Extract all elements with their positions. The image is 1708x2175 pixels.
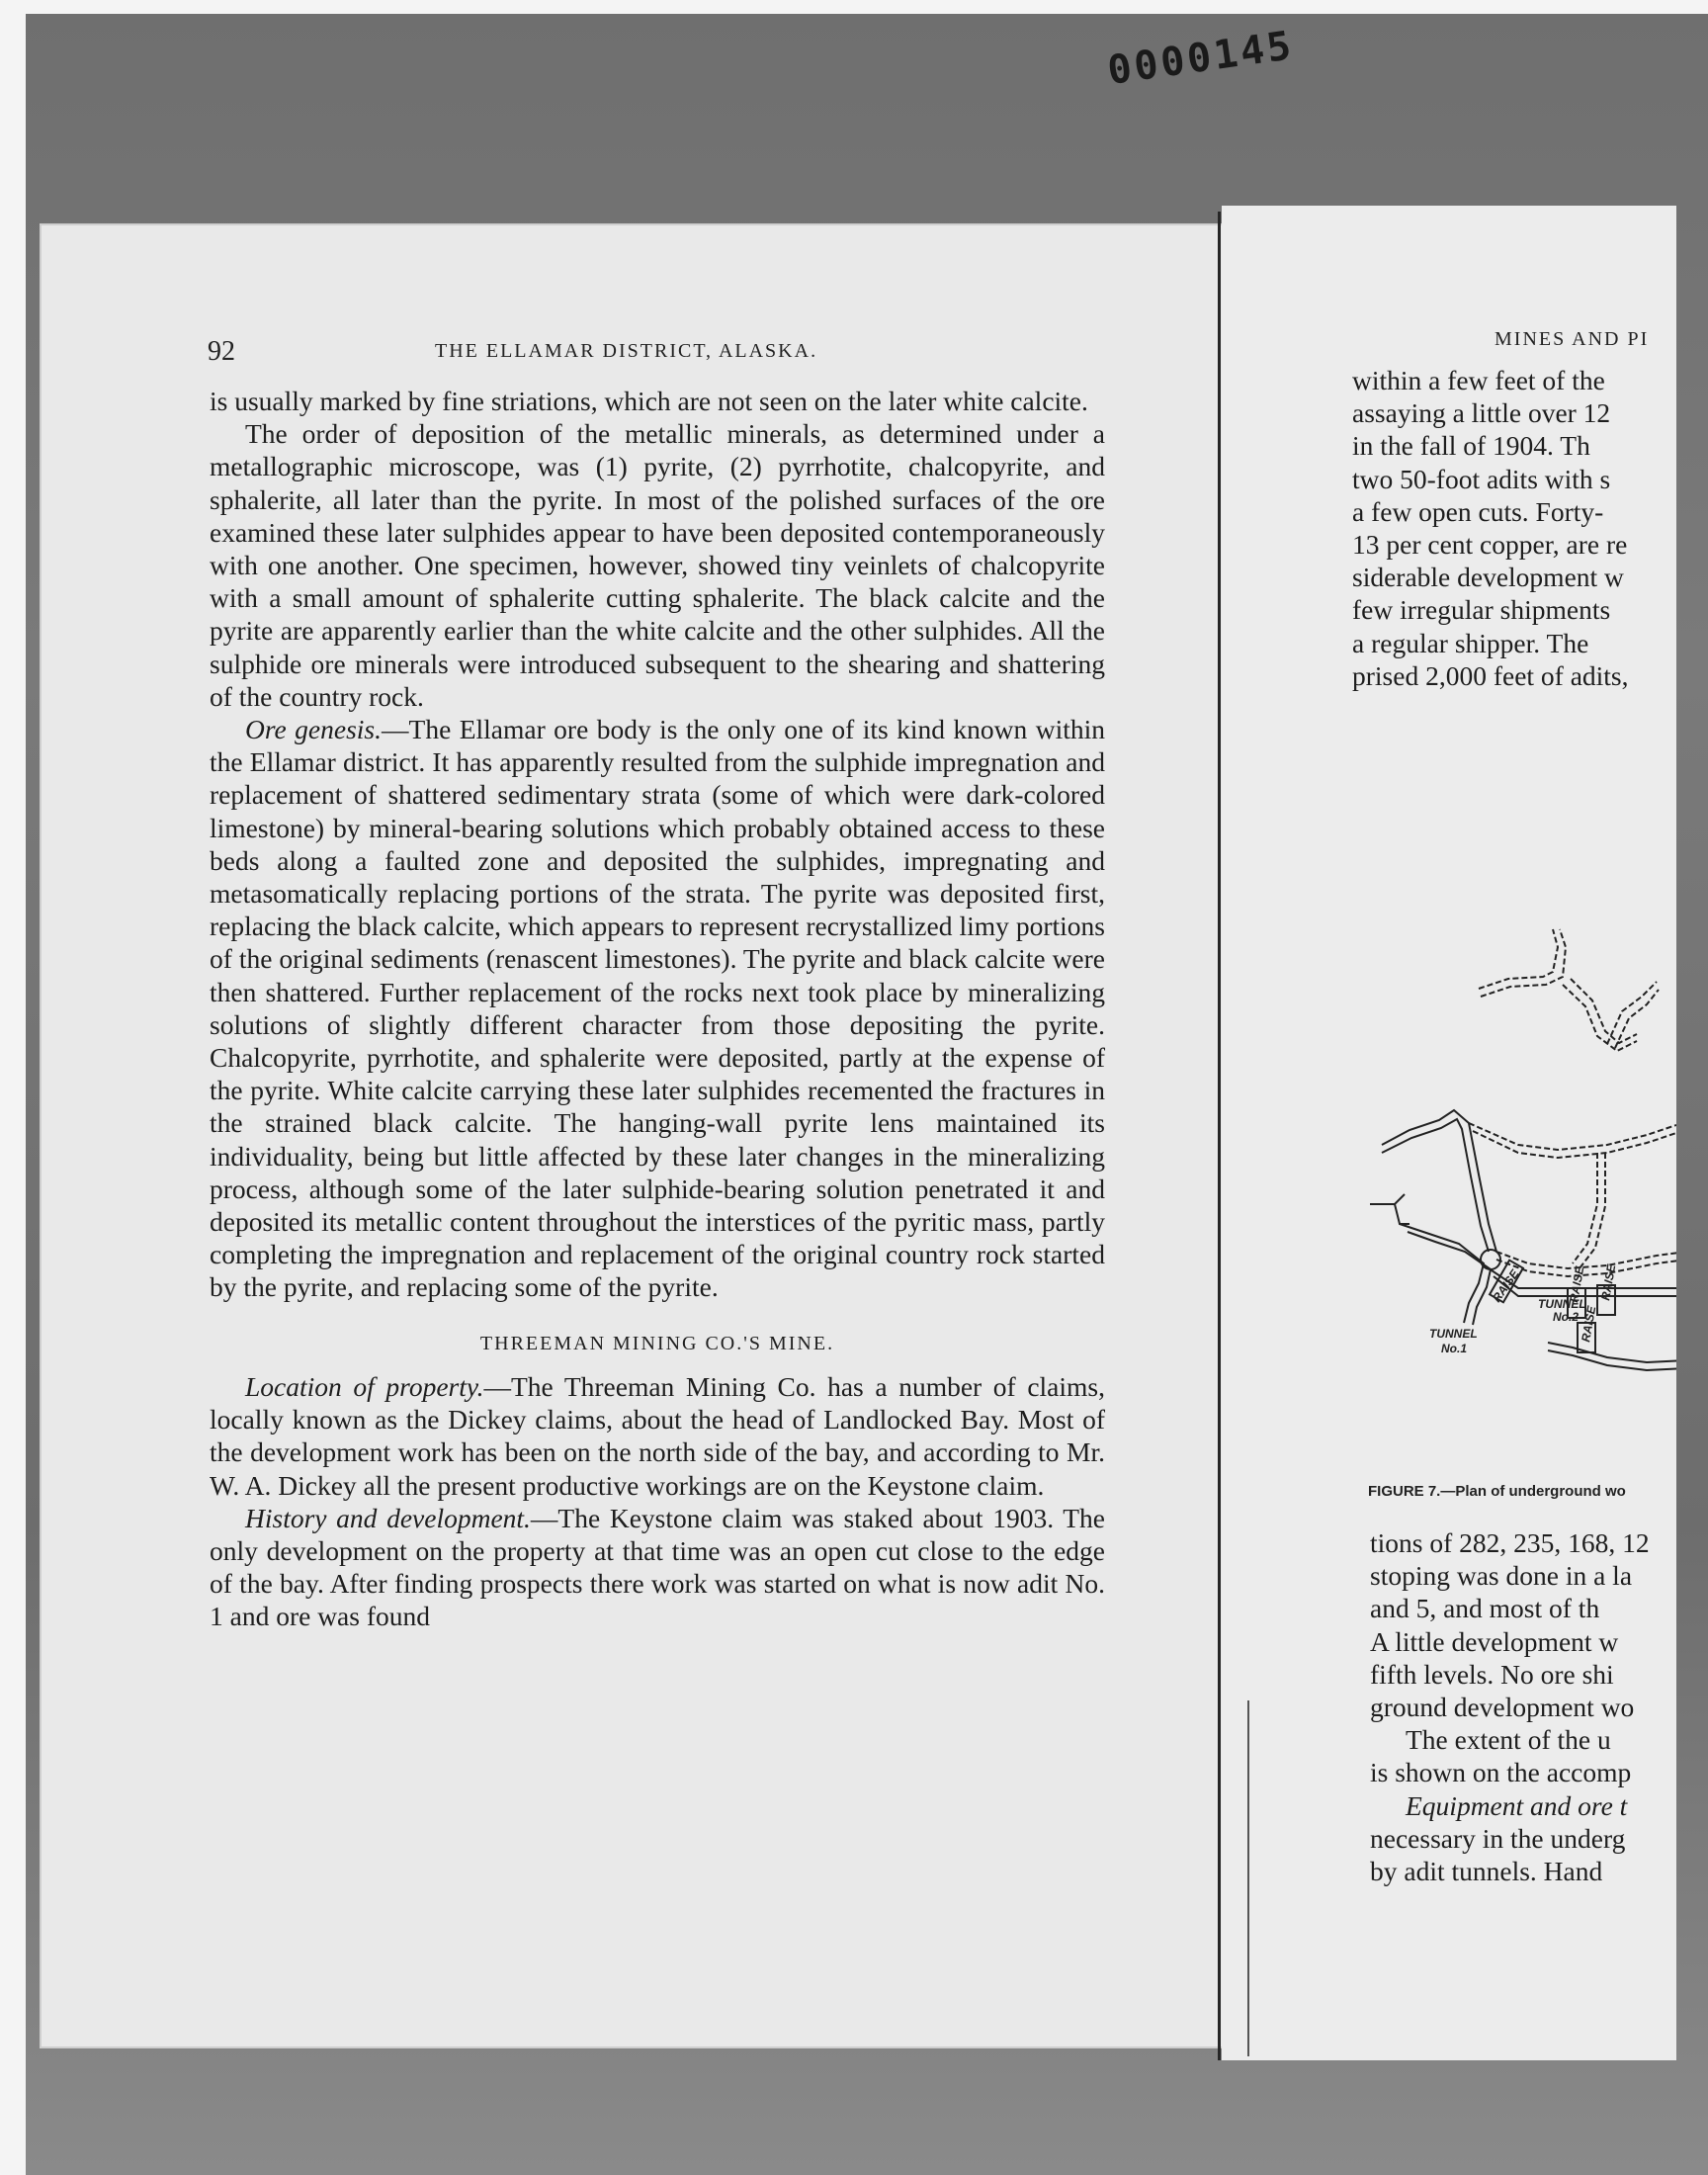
text-line: 13 per cent copper, are re	[1352, 529, 1628, 561]
paragraph-label: Location of property.	[245, 1370, 484, 1402]
paragraph-label: Ore genesis.	[245, 714, 383, 745]
text-line: few irregular shipments	[1352, 594, 1611, 626]
paragraph-label: History and development.	[245, 1502, 531, 1533]
underground-workings-map	[1370, 710, 1676, 1580]
text-line: two 50-foot adits with s	[1352, 463, 1611, 494]
paragraph	[210, 1370, 1105, 1502]
text-line: in the fall of 1904. Th	[1352, 430, 1590, 462]
text-line: ground development wo	[1370, 1692, 1635, 1723]
paragraph-text: —The Keystone claim was staked about 1903. The only development on the property at that time was an open cut close to the edge of the bay. After finding prospects there work was started on what is now adit No. 1 and ore was found	[210, 1502, 1106, 1632]
text-line: The extent of the u	[1406, 1724, 1611, 1756]
text-line: within a few feet of the	[1352, 365, 1605, 395]
left-page-header	[208, 336, 1097, 366]
section-heading: THREEMAN MINING CO.'S MINE.	[479, 1332, 835, 1354]
right-bottom-text	[1370, 1526, 1676, 1887]
text-line: siderable development w	[1352, 562, 1624, 593]
map-label-raise: RAISE	[1489, 1266, 1522, 1305]
text-line: tions of 282, 235, 168, 12	[1370, 1527, 1650, 1558]
text-line: is shown on the accomp	[1370, 1757, 1632, 1788]
paragraph-text: —The Ellamar ore body is the only one of its kind known within the Ellamar district. It has apparently resulted from the sulphide impregnation and replacement of shattered sedimentary strata (some of which were dark-colored limestone) by mineral-bearing solutions which probably obtained access to these beds along a faulted zone and deposited the sulphides, impregnating and metasomatically replacing portions of the strata. The pyrite was deposited first, replacing the black calcite, which appears to represent recrystallized limy portions of the original sediments (renascent limestones). The pyrite and black calcite were then shattered. Further replacement of the rocks next took place by mineralizing solutions of slightly different character from those depositing the pyrite. Chalcopyrite, pyrrhotite, and sphalerite were deposited, partly at the expense of the pyrite. White calcite carrying these later sulphides recemented the fractures in the strained black calcite. The hanging-wall pyrite lens maintained its individuality, being but little affected by these later changes in the mineralizing process, although some of the later sulphide-bearing solution penetrated it and deposited its metallic content throughout the interstices of the pyritic mass, partly completing the impregnation and replacement of the original country rock started by the pyrite, and replacing some of the pyrite.	[210, 714, 1105, 1303]
page-gutter-shadow	[1247, 1700, 1249, 2056]
left-page-body	[210, 385, 1105, 1633]
text-line: a regular shipper. The	[1352, 627, 1589, 658]
paragraph	[210, 1502, 1105, 1633]
paragraph: is usually marked by fine striations, which are not seen on the later white calcite.	[210, 386, 1088, 416]
text-line: stoping was done in a la	[1370, 1560, 1633, 1592]
map-label-tunnel-2: TUNNEL	[1538, 1297, 1586, 1311]
text-line: necessary in the underg	[1370, 1822, 1626, 1854]
text-line: Equipment and ore t	[1406, 1789, 1628, 1821]
text-line: assaying a little over 12	[1352, 397, 1611, 429]
map-label-tunnel-1-no: No.1	[1441, 1342, 1468, 1355]
map-label-raise: RAISE	[1579, 1304, 1599, 1344]
map-label-raise: RAISE	[1598, 1262, 1619, 1302]
text-line: and 5, and most of th	[1370, 1593, 1600, 1624]
right-top-text	[1352, 364, 1676, 692]
text-line: a few open cuts. Forty-	[1352, 495, 1604, 527]
paragraph: The order of deposition of the metallic minerals, as determined under a metallographic microscope, was (1) pyrite, (2) pyrrhotite, chalcopyrite, and sphalerite, all later than the pyrite. In most of the polished surfaces of the ore examined these later sulphides appear to have been deposited contemporaneously with one another. One specimen, however, showed tiny veinlets of chalcopyrite with a small amount of sphalerite cutting sphalerite. The black calcite and the pyrite are apparently earlier than the white calcite and the other sulphides. All the sulphide ore minerals were introduced subsequent to the shearing and shattering of the country rock.	[210, 418, 1105, 712]
figure-caption: FIGURE 7.—Plan of underground wo	[1368, 1483, 1626, 1500]
paragraph	[210, 713, 1105, 1304]
paragraph-text: —The Threeman Mining Co. has a number of claims, locally known as the Dickey claims, about the head of Landlocked Bay. Most of the development work has been on the north side of the bay, and according to Mr. W. A. Dickey all the present productive workings are on the Keystone claim.	[210, 1370, 1105, 1501]
map-label-tunnel-2-no: No.2	[1553, 1310, 1580, 1324]
text-line: prised 2,000 feet of adits,	[1352, 659, 1629, 691]
document-stamp: 0000145	[1104, 23, 1297, 94]
map-label-raise: RAISE	[1567, 1264, 1587, 1304]
right-page	[1222, 206, 1676, 2060]
text-line: fifth levels. No ore shi	[1370, 1658, 1614, 1690]
page-number: 92	[208, 336, 235, 367]
map-label-tunnel-1: TUNNEL	[1429, 1327, 1478, 1341]
right-running-head: MINES AND PI	[1494, 328, 1650, 350]
text-line: A little development w	[1370, 1625, 1619, 1657]
running-head: THE ELLAMAR DISTRICT, ALASKA.	[435, 340, 818, 362]
page-gutter	[1218, 212, 1221, 2060]
text-line: by adit tunnels. Hand	[1370, 1856, 1603, 1887]
